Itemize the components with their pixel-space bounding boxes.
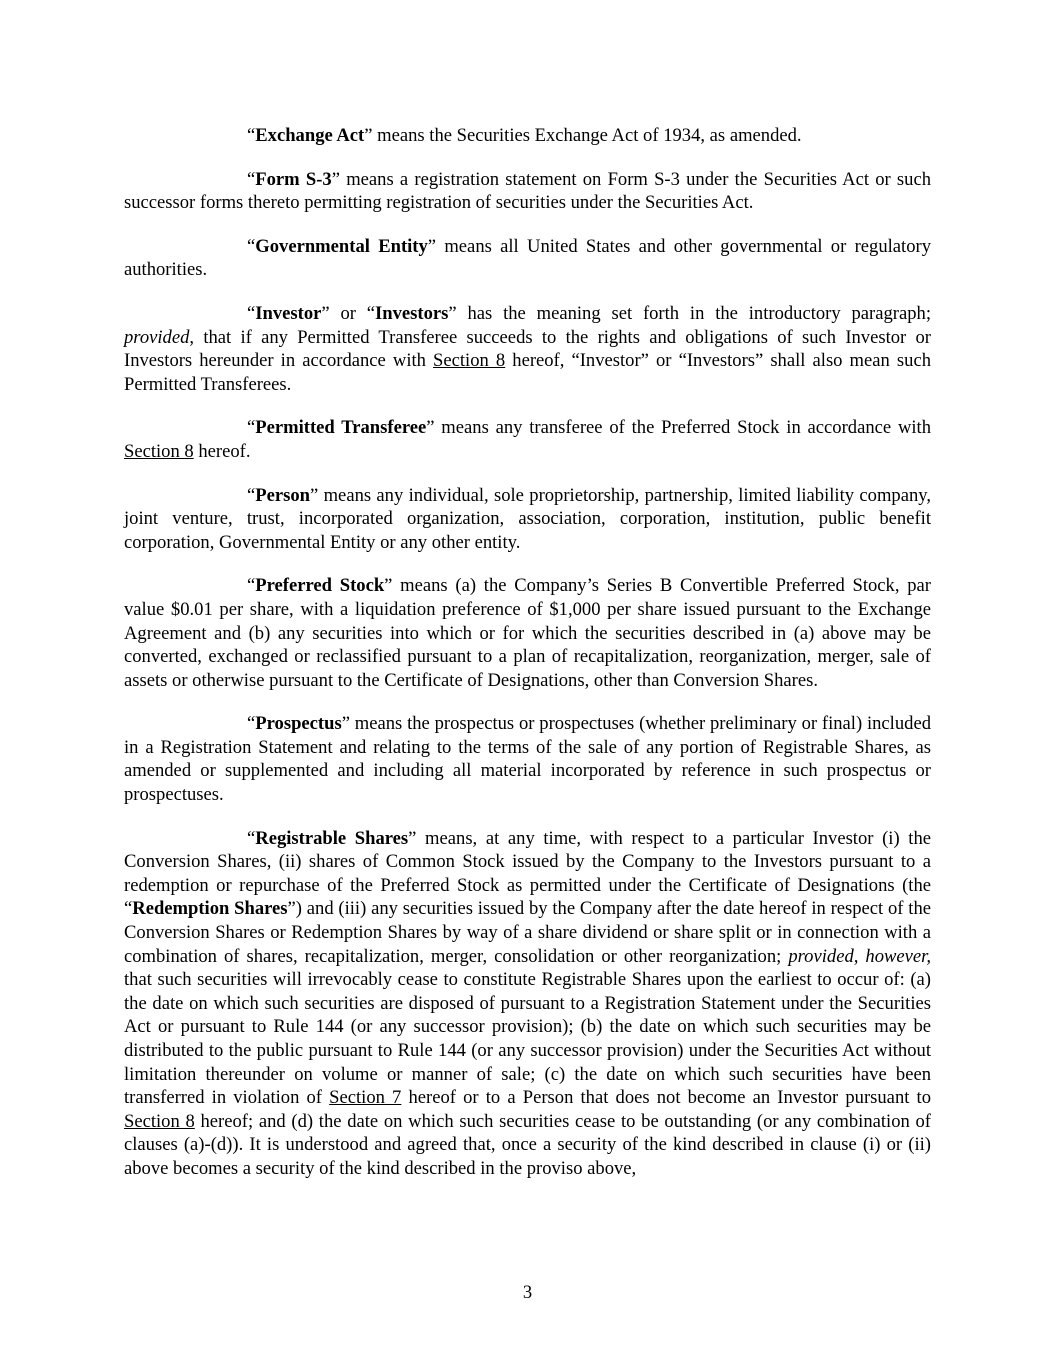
definition-text: ” means, at any time, with respect to a particular Investor (i) the Conversion Shares, (ii) shares of Common Stock issued by the Company to the Investors pursuant to a redemption or repurchase of the Preferred Stock as permitted under the Certificate of Designations (the “ bbox=[124, 827, 931, 920]
definition-text: ”) and (iii) any securities issued by the Company after the date hereof in respect of the Conversion Shares or Redemption Shares by way of a share dividend or share split or in connection with a combination of shares, recapitalization, merger, consolidation or other reorganization; bbox=[124, 898, 932, 967]
definition-text: “ bbox=[247, 827, 256, 849]
defined-term: Prospectus bbox=[255, 713, 342, 735]
definition-text: “ bbox=[247, 417, 256, 439]
defined-term: Exchange Act bbox=[255, 125, 365, 146]
definition-permitted-transferee bbox=[124, 416, 931, 463]
definition-text: that such securities will irrevocably cease to constitute Registrable Shares upon the earliest to occur of: (a) the date on which such securities are disposed of pursuant to a Registration Statement under the Securities Act or pursuant to Rule 144 (or any successor provision); (b) the date on which such securities may be distributed to the public pursuant to Rule 144 (or any successor provision) under the Securities Act without limitation thereunder on volume or manner of sale; (c) the date on which such securities have been transferred in violation of bbox=[124, 969, 931, 1109]
section-reference: Section 8 bbox=[433, 350, 506, 372]
defined-term: Registrable Shares bbox=[255, 827, 409, 849]
definition-text: ” means any transferee of the Preferred Stock in accordance with bbox=[426, 417, 931, 439]
section-reference: Section 8 bbox=[124, 440, 194, 462]
definition-text: “ bbox=[247, 713, 256, 735]
definition-text: “ bbox=[247, 302, 256, 324]
defined-term: Form S-3 bbox=[255, 168, 332, 190]
definition-text: ” means a registration statement on Form S-3 under the Securities Act or such successor forms thereto permitting registration of securities under the Securities Act. bbox=[124, 168, 931, 214]
definition-text: ” has the meaning set forth in the introductory paragraph; bbox=[448, 302, 931, 324]
definition-text: ” means all United States and other governmental or regulatory authorities. bbox=[124, 235, 931, 281]
definition-registrable-shares bbox=[124, 827, 931, 1181]
definition-person bbox=[124, 484, 931, 555]
definition-text: “ bbox=[247, 575, 256, 597]
definitions-section bbox=[124, 124, 931, 1201]
definition-preferred-stock bbox=[124, 574, 931, 692]
definition-text: hereof, “Investor” or “Investors” shall also mean such Permitted Transferees. bbox=[124, 350, 931, 395]
italic-text: provided bbox=[124, 326, 190, 348]
definition-text: ” means the prospectus or prospectuses (whether preliminary or final) included in a Registration Statement and relating to the terms of the sale of any portion of Registrable Shares, as amended or supplemented and including all material incorporated by reference in such prospectus or prospectuses. bbox=[124, 713, 931, 806]
definition-prospectus bbox=[124, 712, 931, 806]
definition-text: hereof or to a Person that does not become an Investor pursuant to bbox=[401, 1087, 932, 1109]
section-reference: Section 8 bbox=[124, 1110, 195, 1132]
definition-text: hereof; and (d) the date on which such securities cease to be outstanding (or any combination of clauses (a)-(d)). It is understood and agreed that, once a security of the kind described in clause (i) or (ii) above becomes a security of the kind described in the proviso above, bbox=[124, 1110, 931, 1179]
definition-text: “ bbox=[247, 125, 256, 146]
defined-term: Investor bbox=[255, 302, 322, 324]
defined-term: Governmental Entity bbox=[255, 235, 428, 257]
definition-text: “ bbox=[247, 484, 256, 506]
definition-text: hereof. bbox=[193, 440, 251, 462]
definition-text: ” means any individual, sole proprietorship, partnership, limited liability company, joint venture, trust, incorporated organization, association, corporation, institution, public benefit corporation, Governmental Entity or any other entity. bbox=[124, 484, 931, 553]
definition-governmental-entity bbox=[124, 235, 931, 282]
definition-form-s3 bbox=[124, 168, 931, 215]
defined-term: Person bbox=[255, 484, 311, 506]
defined-term: Permitted Transferee bbox=[255, 417, 427, 439]
definition-text: ” means (a) the Company’s Series B Convertible Preferred Stock, par value $0.01 per share, with a liquidation preference of $1,000 per share issued pursuant to the Exchange Agreement and (b) any securities into which or for which the securities described in (a) above may be converted, exchanged or reclassified pursuant to a plan of recapitalization, reorganization, merger, sale of assets or otherwise pursuant to the Certificate of Designations, other than Conversion Shares. bbox=[124, 575, 931, 691]
italic-text: provided, however, bbox=[788, 945, 932, 967]
defined-term: Preferred Stock bbox=[255, 575, 385, 597]
page-number: 3 bbox=[522, 1282, 533, 1303]
definition-text: ” or “ bbox=[321, 302, 376, 324]
definition-text: “ bbox=[247, 168, 256, 190]
definition-text: , that if any Permitted Transferee succeeds to the rights and obligations of such Investor or Investors hereunder in accordance with bbox=[124, 326, 931, 372]
definition-text: “ bbox=[247, 235, 256, 257]
defined-term: Redemption Shares bbox=[132, 898, 288, 920]
definition-exchange-act bbox=[124, 124, 931, 148]
definition-investor bbox=[124, 302, 931, 396]
section-reference: Section 7 bbox=[329, 1087, 402, 1109]
defined-term: Investors bbox=[375, 302, 449, 324]
definition-text: ” means the Securities Exchange Act of 1934, as amended. bbox=[364, 125, 802, 146]
